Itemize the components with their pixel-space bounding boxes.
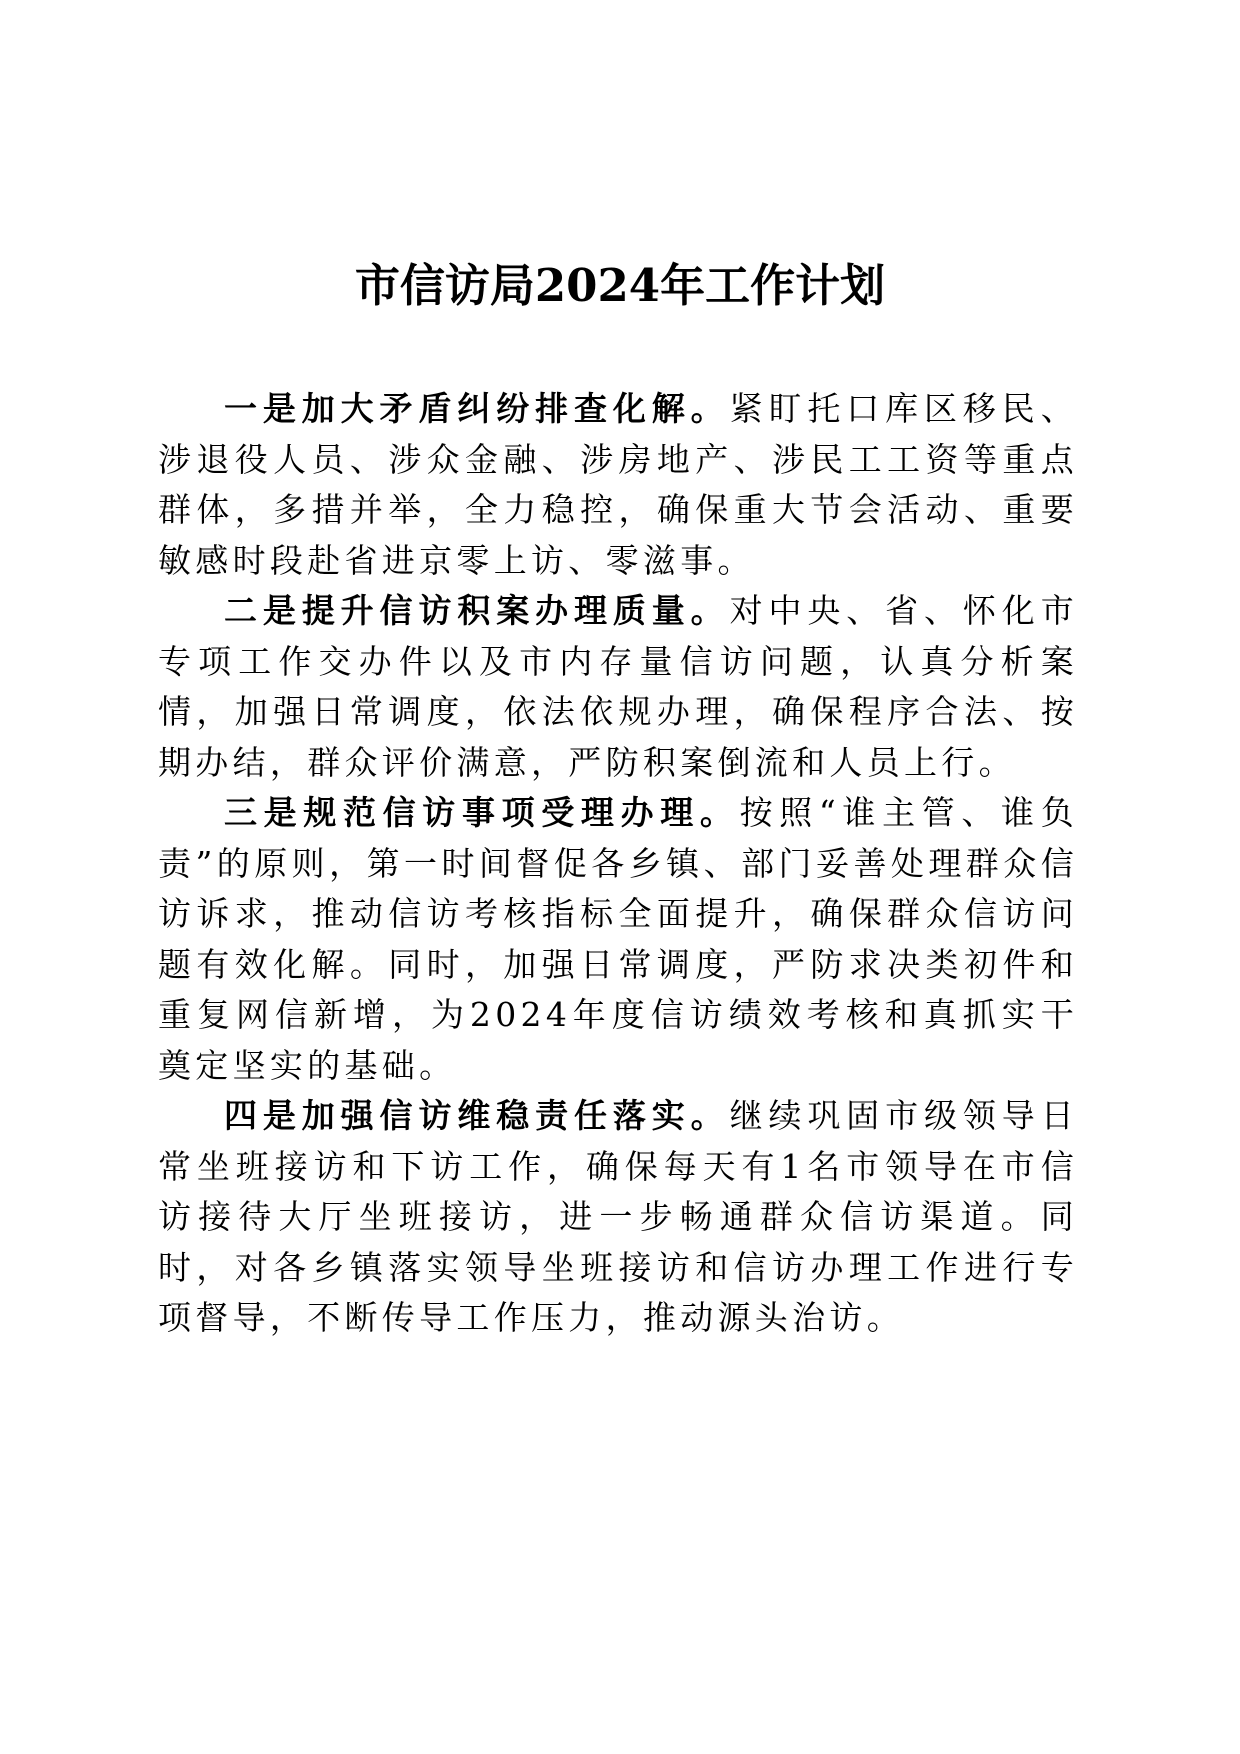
paragraph-text: 继续巩固市级领导日常坐班接访和下访工作，确保每天有1名市领导在市信访接待大厅坐班接访，进一步畅通群众信访渠道。同时，对各乡镇落实领导坐班接访和信访办理工作进行专项督导，不断传导工作压力，推动源头治访。	[158, 1096, 1078, 1337]
paragraph-2	[158, 586, 1078, 788]
paragraph-lead: 四是加强信访维稳责任落实。	[224, 1096, 730, 1135]
paragraph-lead: 一是加大矛盾纠纷排查化解。	[224, 389, 730, 428]
paragraph-1	[158, 384, 1078, 586]
paragraph-3	[158, 788, 1078, 1091]
document-body	[158, 384, 1078, 1344]
paragraph-text: 紧盯托口库区移民、涉退役人员、涉众金融、涉房地产、涉民工工资等重点群体，多措并举，全力稳控，确保重大节会活动、重要敏感时段赴省进京零上访、零滋事。	[158, 389, 1078, 580]
paragraph-text: 按照“谁主管、谁负责”的原则，第一时间督促各乡镇、部门妥善处理群众信访诉求，推动信访考核指标全面提升，确保群众信访问题有效化解。同时，加强日常调度，严防求决类初件和重复网信新增，为2024年度信访绩效考核和真抓实干奠定坚实的基础。	[158, 793, 1078, 1085]
paragraph-lead: 二是提升信访积案办理质量。	[224, 591, 730, 630]
document-title: 市信访局2024年工作计划	[354, 259, 886, 312]
paragraph-lead: 三是规范信访事项受理办理。	[224, 793, 740, 832]
paragraph-4	[158, 1091, 1078, 1344]
paragraph-text: 对中央、省、怀化市专项工作交办件以及市内存量信访问题，认真分析案情，加强日常调度，依法依规办理，确保程序合法、按期办结，群众评价满意，严防积案倒流和人员上行。	[158, 591, 1078, 782]
